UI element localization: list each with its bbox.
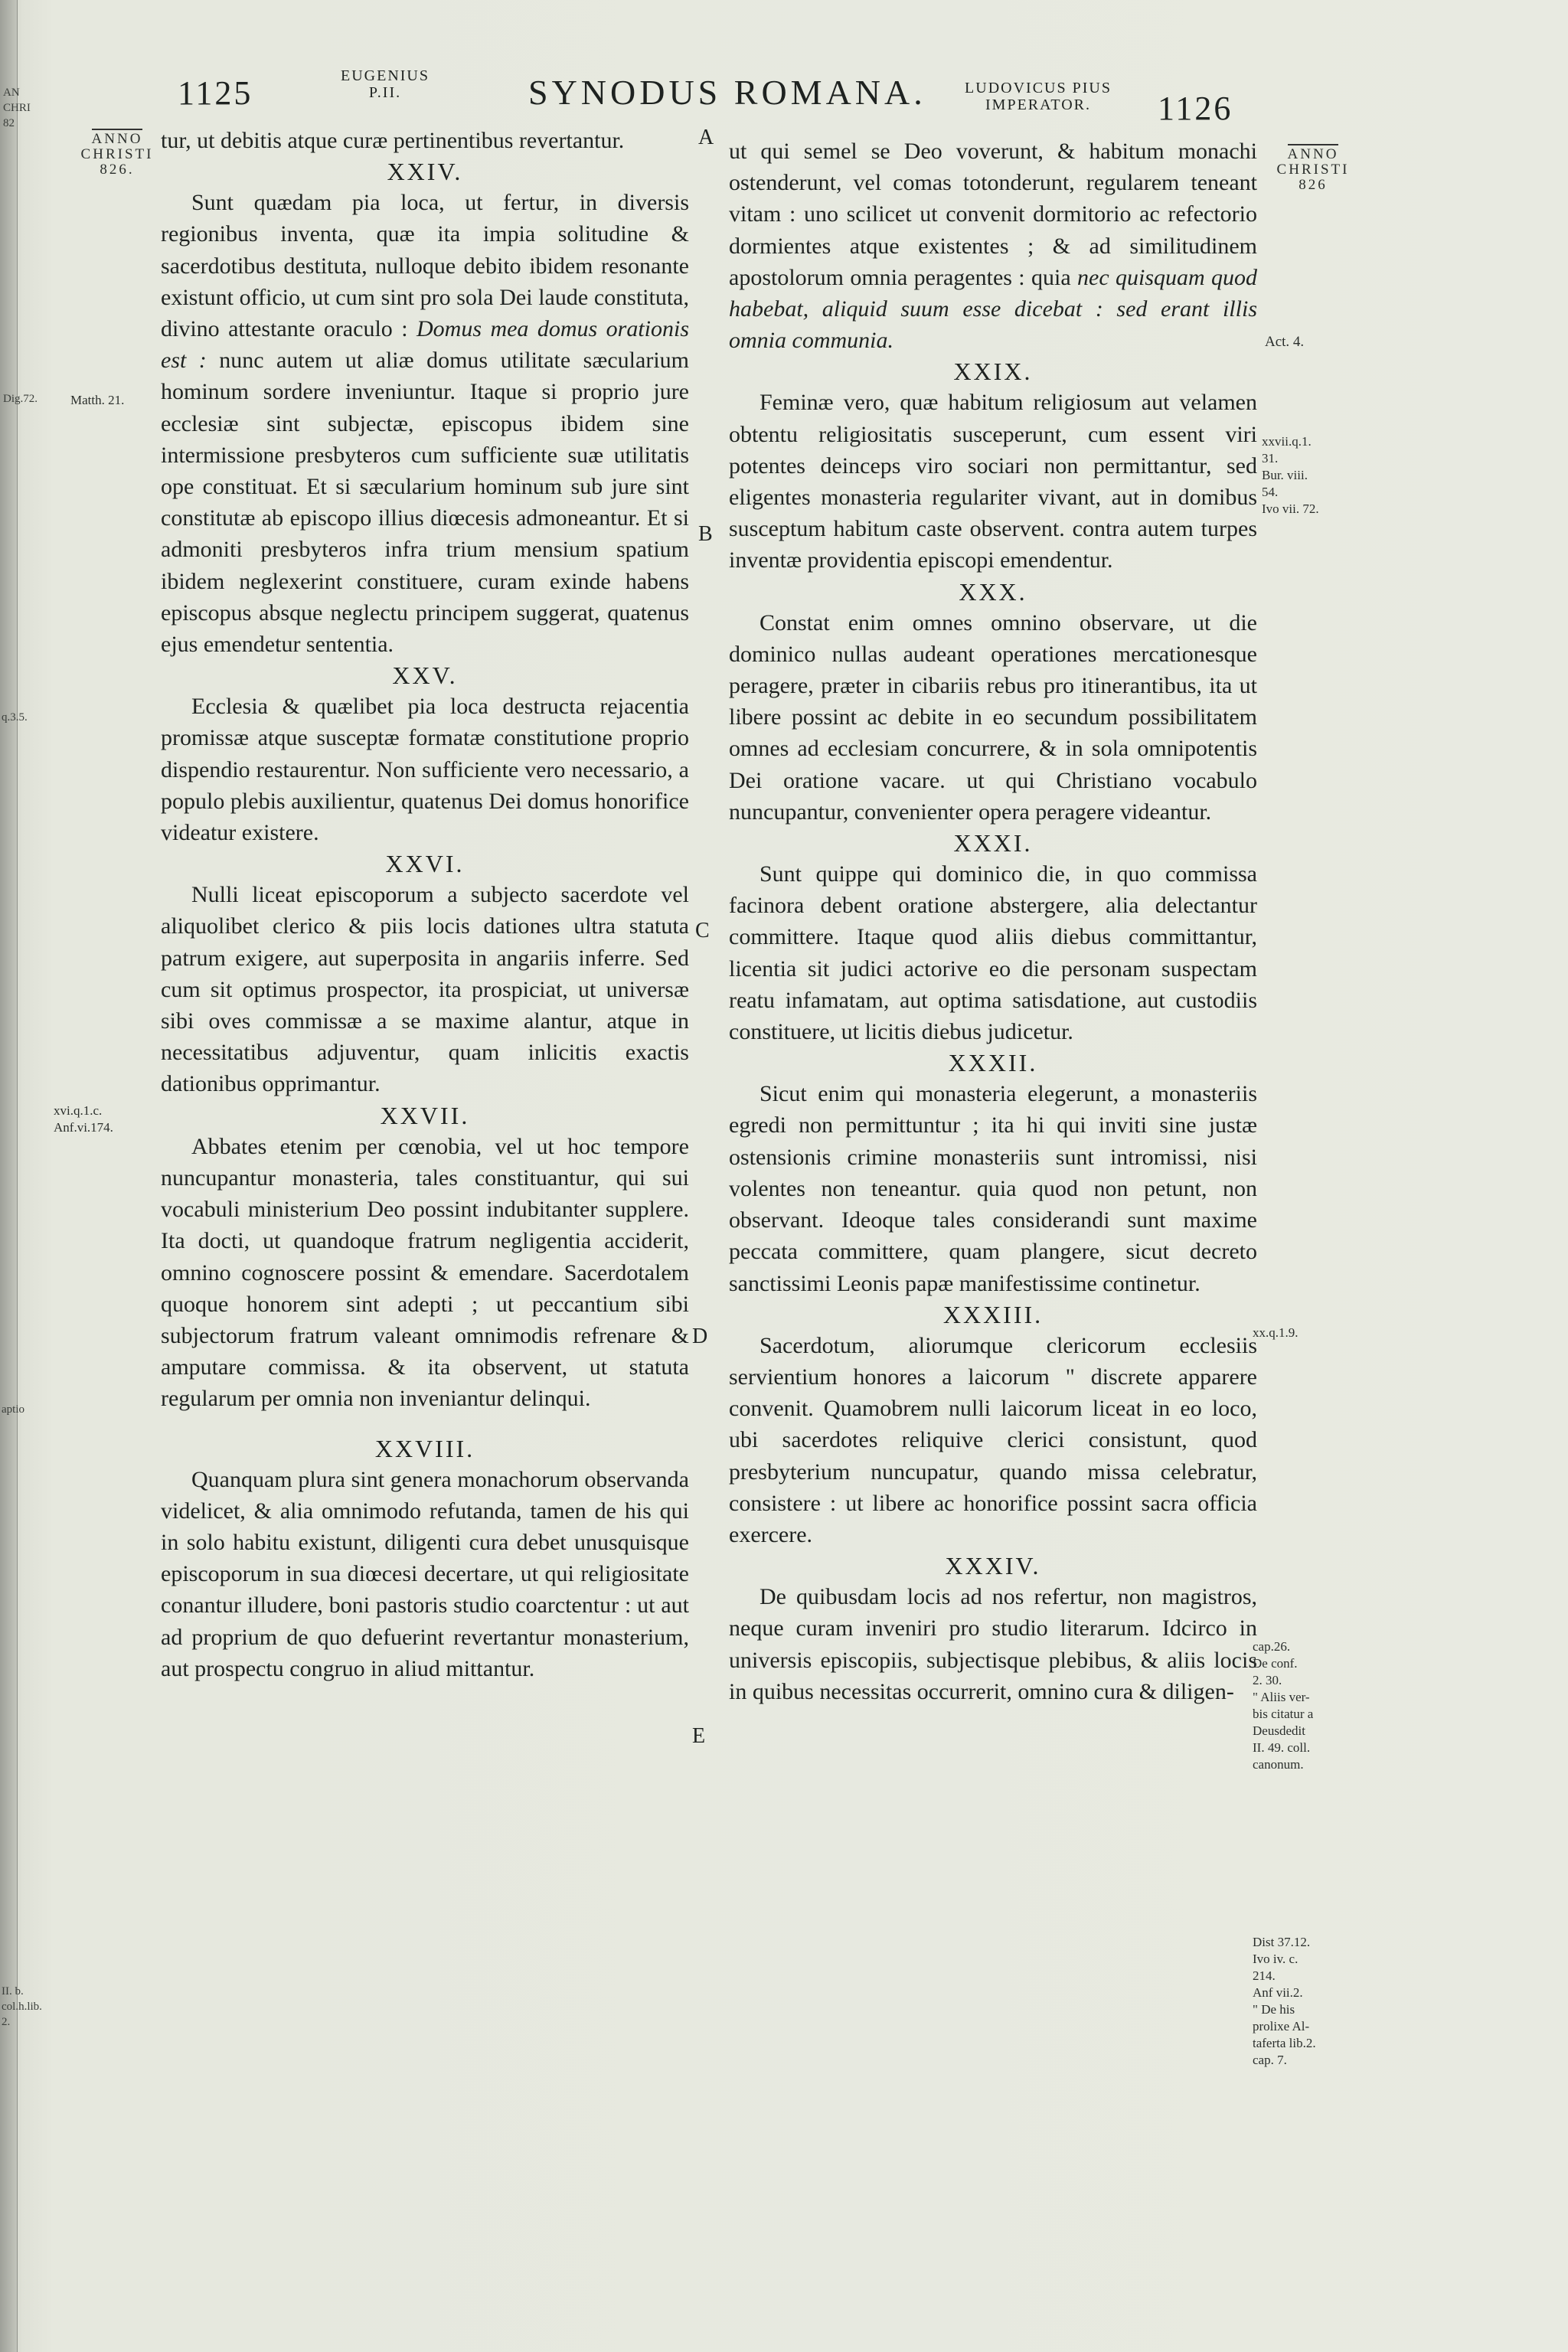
- canon-heading-26: XXVI.: [385, 850, 465, 878]
- edge-fragment: q.3.5.: [2, 711, 28, 724]
- canon-text-34: De quibusdam locis ad nos refertur, non magistros, neque curam inveniri pro studio literarum. Idcirco in universis episcopiis, subjectisque plebibus, & aliis locis in quibus necessitas occurrerit, omnino cura & diligen-: [729, 1584, 1257, 1704]
- edge-fragment: Dig.72.: [3, 393, 38, 405]
- christi-label: CHRISTI: [1276, 162, 1350, 178]
- edge-fragment: 82: [3, 117, 15, 129]
- header-emperor-line-1: LUDOVICUS PIUS: [965, 80, 1112, 96]
- margin-note-decretum: xvi.q.1.c.: [54, 1103, 103, 1118]
- header-emperor-name: [923, 80, 1153, 113]
- canon-text-26: Nulli liceat episcoporum a subjecto sacerdote vel aliquolibet clerico & piis locis dationes ultra statuta patrum exigere, aut superposita in angariis inferre. Sed cum sit optimus prospector, ita prospiciat, ut universæ sibi oves commissæ a se maxime alantur, atque in necessitatibus adjuventur, quam inlicitis exactis dationibus opprimantur.: [161, 882, 689, 1097]
- section-letter-a: A: [698, 126, 714, 149]
- margin-note-line: taferta lib.2.: [1253, 2036, 1316, 2050]
- margin-note-line: cap.26.: [1253, 1639, 1291, 1654]
- canon-text-33: Sacerdotum, aliorumque clericorum ecclesiis servientium honores a laicorum " discrete apparere convenit. Quamobrem nulli laicorum liceat in eo loco, ubi sacerdotes reliquive clerici consistunt, quod presbyterium nuncupatur, quando missa celebratur, consistere : ut libere ac honorifice possint sacra officia exercere.: [729, 1332, 1257, 1547]
- canon-text-24-b: nunc autem ut aliæ domus utilitate sæcularium hominum sordere inveniuntur. Itaque si proprio jure ecclesiæ sint subjectæ, episcopus ibidem sine intermissione presbyteros cum sufficiente suæ utilitatis ope constituat. Et si sæcularium hominum sub jure sint constitutæ ab episcopo illius diœcesis admoneantur. Et si admoniti presbyteros infra trium mensium spatium ibidem neglexerint constituere, curam exinde habens episcopus absque neglectu principem suggerat, quatenus ejus emendetur sententia.: [161, 348, 689, 658]
- canon-heading-32: XXXII.: [948, 1049, 1038, 1077]
- margin-note-line: Bur. viii.: [1262, 468, 1308, 482]
- margin-note-line: canonum.: [1253, 1757, 1304, 1772]
- right-column: [729, 136, 1257, 1707]
- canon-text-24: [161, 187, 689, 660]
- header-pope-line-2: P.II.: [368, 84, 402, 101]
- edge-fragment: col.h.lib.: [2, 2001, 42, 2013]
- section-letter-d: D: [692, 1325, 708, 1348]
- page-number-left: 1125: [178, 74, 253, 112]
- anno-label: ANNO: [1288, 144, 1339, 162]
- margin-note-line: 54.: [1262, 485, 1279, 499]
- christi-label: CHRISTI: [80, 146, 154, 162]
- margin-note-line: Deusdedit: [1253, 1723, 1305, 1738]
- left-column: [161, 125, 689, 1684]
- canon-heading-24: XXIV.: [387, 158, 463, 186]
- margin-note-line: De conf.: [1253, 1656, 1298, 1671]
- margin-note-line: 31.: [1262, 451, 1279, 466]
- continued-text: tur, ut debitis atque curæ pertinentibus revertantur.: [161, 128, 625, 153]
- canon-text-30: Constat enim omnes omnino observare, ut die dominico nullas audeant operationes mercationesque peragere, præter in cibariis rebus pro itinerantibus, ita ut libere possint ac debite in eo secundum possibilitatem omnes ad ecclesiam concurrere, & in sola omnipotentis Dei oratione vacare. ut qui Christiano vocabulo nuncupantur, convenienter opera peragere videantur.: [729, 609, 1257, 825]
- canon-text-29: Feminæ vero, quæ habitum religiosum aut velamen obtentu religiositatis susceperunt, cum essent viri potentes deinceps viro sociari non permittantur, sed eligentes monasteria regulariter vivant, aut in domibus susceptum habitum caste observent. contra autem turpes inventæ providentia episcopi emendentur.: [729, 390, 1257, 573]
- margin-note-line: Dist 37.12.: [1253, 1935, 1311, 1949]
- header-pope-name: [335, 67, 435, 101]
- margin-note-line: xxvii.q.1.: [1262, 434, 1312, 449]
- canon-text-28: Quanquam plura sint genera monachorum observanda videlicet, & alia omnimodo refutanda, tamen de his qui in solo habitu existunt, diligenti cura debet unusquisque episcoporum in sua diœcesi decertare, ut qui religiositate conantur illudere, boni pastoris studio coarctentur : ut aut ad proprium de quo defuerint revertantur monasterium, aut prospectu congruo in aliud mittantur.: [161, 1466, 689, 1681]
- edge-fragment: aptio: [2, 1403, 24, 1416]
- scripture-quote: Domus mea domus orationis est :: [161, 316, 689, 374]
- margin-note-line: Anf vii.2.: [1253, 1985, 1303, 2000]
- continued-text-a: ut qui semel se Deo voverunt, & habitum monachi ostenderunt, vel comas totonderunt, regularem teneant vitam : uno scilicet ut convenit dormitorio ac refectorio dormientes atque existentes ; & ad similitudinem apostolorum omnia peragentes : quia: [729, 139, 1257, 290]
- margin-note-decretum-xx: xx.q.1.9.: [1253, 1325, 1298, 1340]
- margin-note-acts: Act. 4.: [1265, 334, 1305, 350]
- page-number-right: 1126: [1158, 90, 1233, 127]
- canon-heading-28: XXVIII.: [374, 1434, 475, 1462]
- section-letter-c: C: [695, 919, 710, 942]
- canon-heading-34: XXXIV.: [945, 1552, 1041, 1580]
- anno-label: ANNO: [92, 129, 143, 147]
- anno-year: 826.: [100, 162, 135, 178]
- scripture-quote: nec quisquam quod habebat, aliquid suum esse dicebat : sed erant illis omnia communia.: [729, 264, 1258, 354]
- margin-note-line: 2. 30.: [1253, 1673, 1282, 1687]
- edge-fragment: AN: [3, 87, 20, 99]
- margin-note-line: 214.: [1253, 1968, 1276, 1983]
- running-title: SYNODUS ROMANA.: [528, 73, 926, 112]
- anno-christi-left: [75, 129, 159, 178]
- margin-note-line: prolixe Al-: [1253, 2019, 1310, 2034]
- canon-heading-25: XXV.: [392, 662, 458, 690]
- canon-heading-30: XXX.: [959, 577, 1027, 606]
- canon-text-31: Sunt quippe qui dominico die, in quo commissa facinora debent oratione abstergere, alia delectantur committere. Itaque quod aliis diebus committantur, licentia sit judici actorive eo die personam suspectam reatu infamatam, aut optima satisdatione, aut custodiis constituere, ut licitis diebus judicetur.: [729, 861, 1257, 1045]
- edge-fragment: 2.: [2, 2016, 11, 2028]
- margin-note-line: bis citatur a: [1253, 1707, 1314, 1721]
- section-letter-b: B: [698, 522, 713, 546]
- anno-christi-right: [1263, 144, 1363, 193]
- margin-note-line: " Aliis ver-: [1253, 1690, 1310, 1704]
- margin-note-line: Ivo iv. c.: [1253, 1952, 1298, 1966]
- edge-fragment: II. b.: [2, 1985, 24, 1998]
- canon-text-25: Ecclesia & quælibet pia loca destructa rejacentia promissæ atque susceptæ formatæ constitutione proprio dispendio restaurentur. Non sufficiente vero necessario, a populo plebis auxilientur, quatenus Dei domus honorifice videatur existere.: [161, 694, 689, 846]
- canon-text-27: Abbates etenim per cœnobia, vel ut hoc tempore nuncupantur monasteria, tales constituantur, qui sui vocabuli ministerium Deo possint indubitanter supplere. Ita docti, ut quandoque fratrum negligentia acciderit, omnino cognoscere possint & emendare. Sacerdotalem quoque honorem sint adepti ; ut peccantium sibi subjectorum fratrum valeant omnimodis refrenare & amputare commissa. & ita observent, ut statuta regularum per omnia non inveniantur delinqui.: [161, 1133, 689, 1412]
- margin-note-line: " De his: [1253, 2002, 1295, 2017]
- continued-text: [729, 136, 1257, 356]
- canon-heading-31: XXXI.: [953, 829, 1033, 858]
- canon-text-24-a: Sunt quædam pia loca, ut fertur, in diversis regionibus inventa, quæ ita impia solitudine & sacerdotibus destituta, nulloque debito ibidem resonante existunt officio, ut cum sint pro sola Dei laude constituta, divino attestante oraculo :: [161, 190, 689, 342]
- edge-fragment: CHRI: [3, 102, 31, 114]
- canon-heading-29: XXIX.: [953, 358, 1033, 386]
- canon-heading-33: XXXIII.: [942, 1300, 1044, 1328]
- anno-year: 826: [1298, 177, 1328, 193]
- section-letter-e: E: [692, 1724, 706, 1748]
- margin-note-matthew: Matth. 21.: [70, 393, 125, 407]
- margin-note-line: Ivo vii. 72.: [1262, 501, 1319, 516]
- margin-note-decretum-xxvii: [1262, 433, 1319, 518]
- header-emperor-line-2: IMPERATOR.: [985, 96, 1091, 113]
- canon-heading-27: XXVII.: [380, 1101, 470, 1129]
- margin-note-cap26: [1253, 1638, 1313, 1773]
- margin-note-anselm: Anf.vi.174.: [54, 1120, 113, 1135]
- margin-note-line: II. 49. coll.: [1253, 1740, 1311, 1755]
- margin-note-dist37: [1253, 1934, 1316, 2069]
- header-pope-line-1: EUGENIUS: [341, 67, 430, 84]
- canon-text-32: Sicut enim qui monasteria elegerunt, a monasteriis egredi non permittuntur ; ita hi qui inviti sine justæ ostensionis crimine monasteriis sunt intromissi, nisi volentes non teneantur. quia quod non petunt, non observant. Ideoque tales considerandi sunt maxime peccata committere, quam plangere, sicut decreto sanctissimi Leonis papæ manifestissime continetur.: [729, 1081, 1257, 1296]
- margin-note-line: cap. 7.: [1253, 2053, 1287, 2067]
